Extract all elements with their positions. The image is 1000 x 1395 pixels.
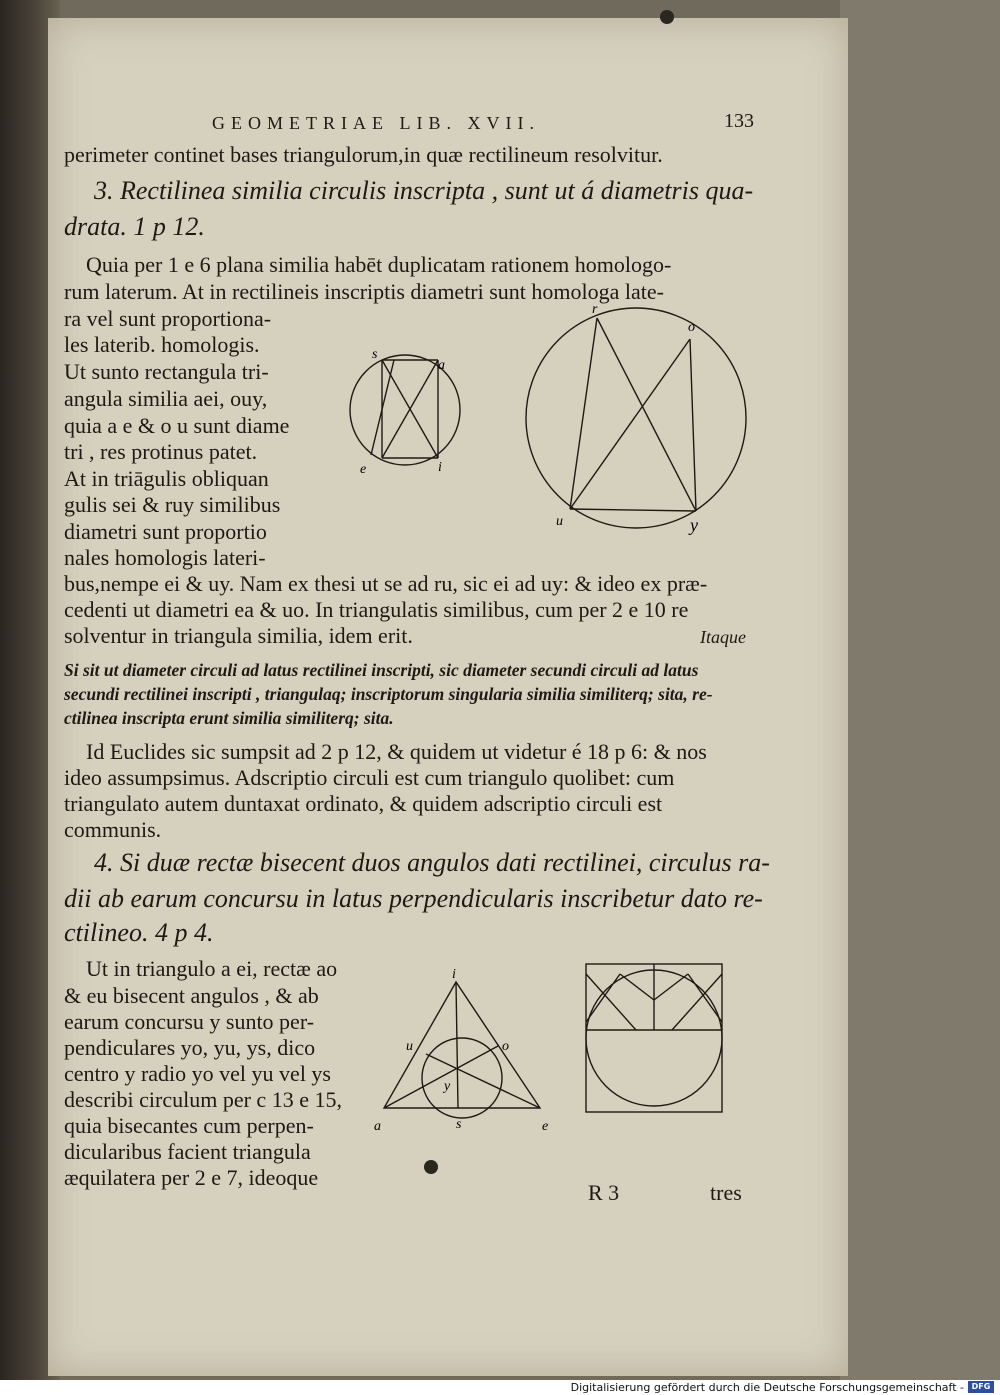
text-line: les laterib. homologis. [64, 332, 260, 357]
proposition-4-heading-cont: dii ab earum concursu in latus perpendicularis inscribetur dato re- [64, 884, 763, 913]
running-title: GEOMETRIAE LIB. XVII. [212, 113, 540, 133]
text-line: gulis sei & ruy similibus [64, 492, 281, 517]
signature-mark: R 3 [588, 1180, 620, 1205]
figure-square-circle [580, 960, 730, 1120]
lemma-line: ctilinea inscripta erunt similia similiterq; sita. [64, 708, 394, 728]
label-o: o [502, 1039, 509, 1054]
text-line: nales homologis lateri- [64, 545, 266, 570]
label-a: a [438, 358, 445, 373]
book-page [48, 18, 848, 1376]
text-line: triangulato autem duntaxat ordinato, & quidem adscriptio circuli est [64, 791, 663, 816]
label-u: u [406, 1039, 413, 1054]
text-line: æquilatera per 2 e 7, ideoque [64, 1165, 319, 1190]
text-line: At in triāgulis obliquan [64, 466, 269, 491]
text-line: earum concursu y sunto per- [64, 1009, 315, 1034]
text-line: centro y radio yo vel yu vel ys [64, 1061, 331, 1086]
ink-blot [660, 10, 674, 24]
label-y: y [690, 515, 698, 535]
label-s: s [372, 347, 378, 362]
label-u: u [556, 514, 563, 529]
proposition-3-heading-cont: drata. 1 p 12. [64, 212, 205, 241]
catchword: tres [710, 1180, 742, 1205]
label-y: y [444, 1079, 451, 1094]
footer-bar [0, 1380, 1000, 1395]
text-line: bus,nempe ei & uy. Nam ex thesi ut se ad ru, sic ei ad uy: & ideo ex præ- [64, 571, 708, 596]
text-line: cedenti ut diametri ea & uo. In triangulatis similibus, cum per 2 e 10 re [64, 597, 689, 622]
catchword-itaque: Itaque [700, 627, 746, 647]
text-line: diametri sunt proportio [64, 519, 267, 544]
text-line: ra vel sunt proportiona- [64, 306, 272, 331]
text-line: quia bisecantes cum perpen- [64, 1113, 314, 1138]
proposition-4-heading-cont: ctilineo. 4 p 4. [64, 918, 214, 947]
label-r: r [592, 302, 598, 317]
text-line: ideo assumpsimus. Adscriptio circuli est cum triangulo quolibet: cum [64, 765, 675, 790]
figure-inscribed-small-circle [338, 343, 478, 483]
text-line: perimeter continet bases triangulorum,in quæ rectilineum resolvitur. [64, 142, 663, 167]
text-line: Ut sunto rectangula tri- [64, 359, 269, 384]
label-e: e [360, 462, 367, 477]
text-line: Quia per 1 e 6 plana similia habēt duplicatam rationem homologo- [86, 252, 672, 277]
text-line: Id Euclides sic sumpsit ad 2 p 12, & quidem ut videtur é 18 p 6: & nos [86, 739, 707, 764]
label-i: i [452, 967, 456, 982]
label-o: o [688, 320, 695, 335]
text-line: communis. [64, 817, 162, 842]
figure-triangle-incircle [368, 966, 568, 1146]
figure-inscribed-large-circle [518, 301, 758, 541]
dfg-logo: DFG [968, 1381, 994, 1393]
text-line: Ut in triangulo a ei, rectæ ao [86, 956, 338, 981]
label-e: e [542, 1119, 549, 1134]
label-i: i [438, 460, 442, 475]
ink-blot [424, 1160, 438, 1174]
lemma-line: Si sit ut diameter circuli ad latus rectilinei inscripti, sic diameter secundi circuli ad latus [64, 660, 699, 680]
proposition-3-heading: 3. Rectilinea similia circulis inscripta , sunt ut á diametris qua- [94, 176, 754, 205]
text-line: angula similia aei, ouy, [64, 386, 268, 411]
lemma-line: secundi rectilinei inscripti , triangulaq; inscriptorum singularia similia similiterq; sita, re- [64, 684, 713, 704]
page-number: 133 [724, 110, 754, 132]
text-line: quia a e & o u sunt diame [64, 413, 290, 438]
text-line: tri , res protinus patet. [64, 439, 258, 464]
text-line: solventur in triangula similia, idem erit. [64, 623, 413, 648]
text-line: rum laterum. At in rectilineis inscriptis diametri sunt homologa late- [64, 279, 664, 304]
background-right [840, 0, 1000, 1380]
text-line: describi circulum per c 13 e 15, [64, 1087, 342, 1112]
footer-credit: Digitalisierung gefördert durch die Deutsche Forschungsgemeinschaft - [570, 1381, 964, 1394]
proposition-4-heading: 4. Si duæ rectæ bisecent duos angulos dati rectilinei, circulus ra- [94, 848, 770, 877]
text-line: dicularibus facient triangula [64, 1139, 311, 1164]
label-s: s [456, 1117, 462, 1132]
label-a: a [374, 1119, 381, 1134]
text-line: pendiculares yo, yu, ys, dico [64, 1035, 316, 1060]
text-line: & eu bisecent angulos , & ab [64, 983, 319, 1008]
